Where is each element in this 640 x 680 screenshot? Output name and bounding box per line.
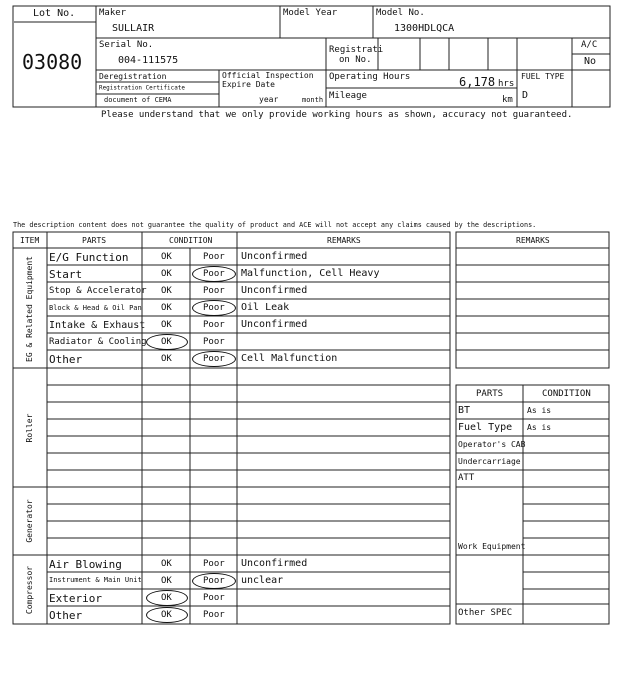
registration-label: Registrati: [329, 45, 384, 55]
lot-no-value: 03080: [22, 50, 83, 74]
poor-selected-circle: [192, 300, 236, 316]
condition-poor: Poor: [203, 354, 225, 364]
year-label: year: [259, 95, 279, 104]
eg-part: Stop & Accelerator: [49, 286, 147, 296]
condition-header: CONDITION: [169, 236, 213, 245]
condition-poor: Poor: [203, 337, 225, 347]
section-eg-label: EG & Related Equipment: [25, 256, 34, 362]
condition-poor: Poor: [203, 269, 225, 279]
eg-part: E/G Function: [49, 251, 129, 264]
model-year-label: Model Year: [283, 8, 338, 18]
condition-ok: OK: [161, 354, 172, 364]
condition-ok: OK: [161, 593, 172, 603]
condition-ok: OK: [161, 559, 172, 569]
compressor-part: Instrument & Main Unit: [49, 576, 142, 584]
condition-poor: Poor: [203, 303, 225, 313]
hrs-label: hrs: [498, 79, 515, 89]
parts-header: PARTS: [82, 236, 107, 245]
poor-selected-circle: [192, 573, 236, 589]
right-remarks-header: REMARKS: [516, 236, 550, 245]
remarks-header: REMARKS: [327, 236, 361, 245]
eg-remark: Cell Malfunction: [241, 353, 338, 364]
fuel-type-value: D: [522, 90, 529, 101]
condition-poor: Poor: [203, 559, 225, 569]
month-label: month: [302, 96, 324, 104]
condition-ok: OK: [161, 576, 172, 586]
eg-part: Radiator & Cooling: [49, 337, 147, 347]
hours-notice: Please understand that we only provide working hours as shown, accuracy not guaranteed.: [101, 110, 573, 120]
description-note: The description content does not guarantee the quality of product and ACE will not accept any claims caused by the descriptions.: [13, 221, 537, 229]
maker-label: Maker: [99, 8, 127, 18]
eg-remark: Malfunction, Cell Heavy: [241, 268, 380, 279]
condition-poor: Poor: [203, 286, 225, 296]
condition-ok: OK: [161, 320, 172, 330]
condition-ok: OK: [161, 252, 172, 262]
right-part: Fuel Type: [458, 422, 513, 433]
operating-hours-label: Operating Hours: [329, 72, 411, 82]
eg-remark: Unconfirmed: [241, 285, 308, 296]
serial-no-label: Serial No.: [99, 40, 154, 50]
eg-part: Other: [49, 353, 83, 366]
ac-value: No: [584, 56, 597, 67]
eg-remark: Unconfirmed: [241, 319, 308, 330]
right-condition: As is: [527, 406, 552, 415]
deregistration-label: Deregistration: [99, 72, 167, 81]
ok-selected-circle: [146, 334, 188, 350]
ac-label: A/C: [581, 40, 598, 50]
section-roller-label: Roller: [25, 413, 34, 443]
poor-selected-circle: [192, 266, 236, 282]
operating-hours-value: 6,178: [459, 75, 496, 89]
section-compressor-label: Compressor: [25, 565, 34, 615]
condition-ok: OK: [161, 286, 172, 296]
eg-part: Intake & Exhaust: [49, 320, 146, 331]
km-label: km: [502, 95, 513, 105]
right-part: Undercarriage: [458, 457, 521, 466]
condition-ok: OK: [161, 269, 172, 279]
compressor-remark: unclear: [241, 575, 284, 586]
right-part: BT: [458, 405, 471, 416]
eg-part: Block & Head & Oil Pan: [49, 304, 142, 312]
official-inspection-label: Official Inspection: [222, 71, 314, 80]
serial-no-value: 004-111575: [118, 55, 179, 66]
condition-ok: OK: [161, 337, 172, 347]
other-spec-label: Other SPEC: [458, 608, 513, 618]
compressor-part: Other: [49, 609, 83, 622]
compressor-part: Air Blowing: [49, 558, 122, 571]
condition-poor: Poor: [203, 593, 225, 603]
section-generator-label: Generator: [25, 499, 34, 543]
model-no-label: Model No.: [376, 8, 425, 18]
maker-value: SULLAIR: [112, 23, 155, 34]
right-parts-header: PARTS: [476, 389, 504, 399]
right-part: ATT: [458, 473, 475, 483]
ok-selected-circle: [146, 590, 188, 606]
eg-remark: Unconfirmed: [241, 251, 308, 262]
lot-no-label: Lot No.: [33, 8, 76, 19]
right-part: Operator's CAB: [458, 440, 526, 449]
compressor-remark: Unconfirmed: [241, 558, 308, 569]
right-condition-header: CONDITION: [542, 389, 591, 399]
ok-selected-circle: [146, 607, 188, 623]
condition-ok: OK: [161, 610, 172, 620]
condition-poor: Poor: [203, 320, 225, 330]
condition-poor: Poor: [203, 576, 225, 586]
registration-certificate-label: Registration Certificate: [99, 84, 185, 91]
eg-part: Start: [49, 268, 83, 281]
cema-label: document of CEMA: [104, 96, 172, 104]
condition-poor: Poor: [203, 252, 225, 262]
eg-remark: Oil Leak: [241, 302, 290, 313]
expire-date-label: Expire Date: [222, 80, 275, 89]
work-equipment-label: Work Equipment: [458, 542, 526, 551]
right-condition: As is: [527, 423, 552, 432]
condition-poor: Poor: [203, 610, 225, 620]
condition-ok: OK: [161, 303, 172, 313]
registration-label-2: on No.: [339, 55, 372, 65]
model-no-value: 1300HDLQCA: [394, 23, 455, 34]
poor-selected-circle: [192, 351, 236, 367]
fuel-type-label: FUEL TYPE: [521, 72, 565, 81]
compressor-part: Exterior: [49, 592, 102, 605]
mileage-label: Mileage: [329, 91, 367, 101]
item-header: ITEM: [20, 236, 40, 245]
